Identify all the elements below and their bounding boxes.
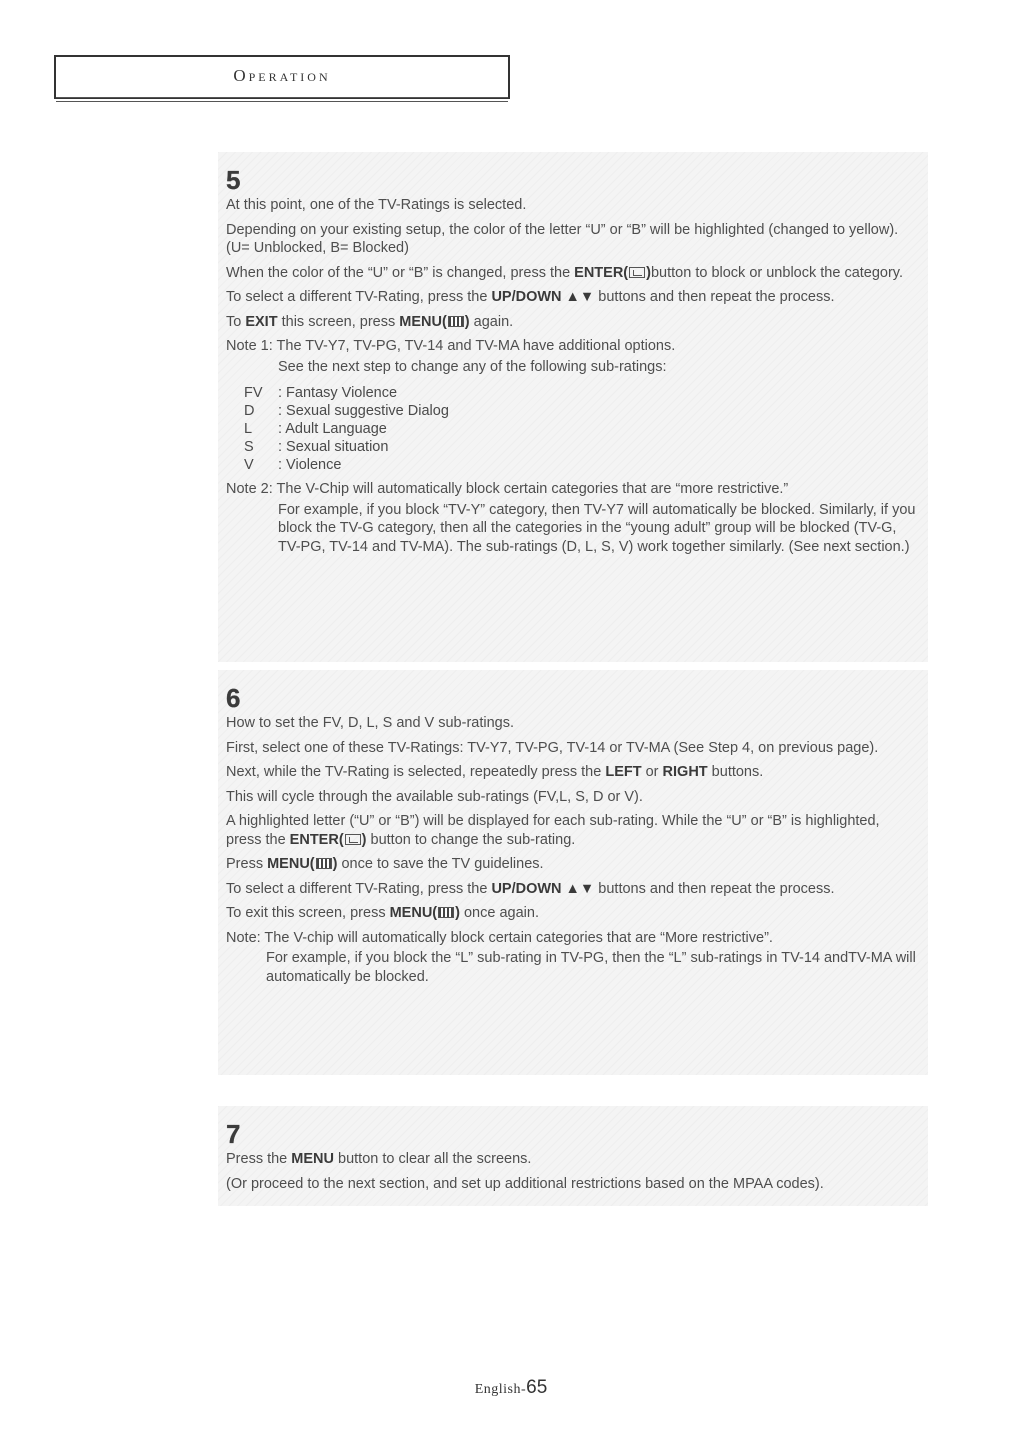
step-6-panel [218, 670, 928, 1075]
enter-icon [629, 267, 645, 278]
section-title: Operation [233, 66, 331, 85]
page-num: 65 [526, 1377, 548, 1398]
menu-icon [438, 907, 454, 918]
paragraph: To EXIT this screen, press MENU( ) again. [226, 313, 514, 330]
menu-icon [316, 858, 332, 869]
paragraph: This will cycle through the available sub-ratings (FV,L, S, D or V). [226, 788, 643, 805]
note-2: Note 2: The V-Chip will automatically block certain categories that are “more restrictive.” [226, 481, 789, 497]
step-number: 7 [226, 1119, 241, 1149]
note-1: Note 1: The TV-Y7, TV-PG, TV-14 and TV-MA have additional options. [226, 338, 676, 354]
list-item: L : Adult Language [244, 421, 387, 437]
paragraph: First, select one of these TV-Ratings: TV-Y7, TV-PG, TV-14 or TV-MA (See Step 4, on previous page). [226, 739, 879, 756]
sub-rating-list [244, 384, 918, 474]
page-label: English- [474, 1382, 527, 1397]
paragraph: Next, while the TV-Rating is selected, repeatedly press the LEFT or RIGHT buttons. [226, 764, 764, 780]
paragraph: To select a different TV-Rating, press the UP/DOWN ▲▼ buttons and then repeat the process. [226, 880, 835, 897]
enter-icon [345, 834, 361, 845]
paragraph: Press the MENU button to clear all the screens. [226, 1151, 532, 1167]
step-number: 5 [226, 165, 241, 195]
paragraph: A highlighted letter (“U” or “B”) will be displayed for each sub-rating. While the “U” or “B” is highlighted, press the ENTER( ) button to change the sub-rating. [226, 813, 880, 848]
list-item: S : Sexual situation [244, 439, 389, 455]
paragraph: At this point, one of the TV-Ratings is selected. [226, 197, 527, 213]
note-2-detail: For example, if you block “TV-Y” category, then TV-Y7 will automatically be blocked. Similarly, if you block the TV-G category, then all the categories in the “young adult” group will be blocked (TV-G, TV-PG, TV-14 and TV-MA). The sub-ratings (D, L, S, V) work together similarly. (See next section.) [278, 501, 916, 555]
step-number: 6 [226, 683, 241, 713]
menu-icon [448, 316, 464, 327]
page-number [0, 1377, 1022, 1399]
step-5-panel [218, 152, 928, 662]
note-detail: For example, if you block the “L” sub-rating in TV-PG, then the “L” sub-ratings in TV-14 andTV-MA will automatically be blocked. [266, 950, 916, 985]
paragraph: Depending on your existing setup, the color of the letter “U” or “B” will be highlighted (changed to yellow). (U= Unblocked, B= Blocked) [226, 221, 899, 256]
note-1-detail: See the next step to change any of the following sub-ratings: [278, 358, 667, 375]
list-item: FV : Fantasy Violence [244, 385, 398, 401]
paragraph: To select a different TV-Rating, press the UP/DOWN ▲▼ buttons and then repeat the process. [226, 289, 835, 305]
paragraph: Press MENU( ) once to save the TV guidelines. [226, 856, 544, 872]
list-item: V : Violence [244, 457, 342, 473]
paragraph: How to set the FV, D, L, S and V sub-ratings. [226, 715, 514, 731]
step-7-panel [218, 1106, 928, 1206]
paragraph: When the color of the “U” or “B” is changed, press the ENTER( )button to block or unblock the category. [226, 264, 904, 281]
paragraph: (Or proceed to the next section, and set up additional restrictions based on the MPAA codes). [226, 1175, 824, 1192]
list-item: D : Sexual suggestive Dialog [244, 403, 449, 419]
section-header [54, 55, 510, 99]
note: Note: The V-chip will automatically block certain categories that are “More restrictive”. [226, 929, 773, 946]
paragraph: To exit this screen, press MENU( ) once again. [226, 905, 539, 921]
